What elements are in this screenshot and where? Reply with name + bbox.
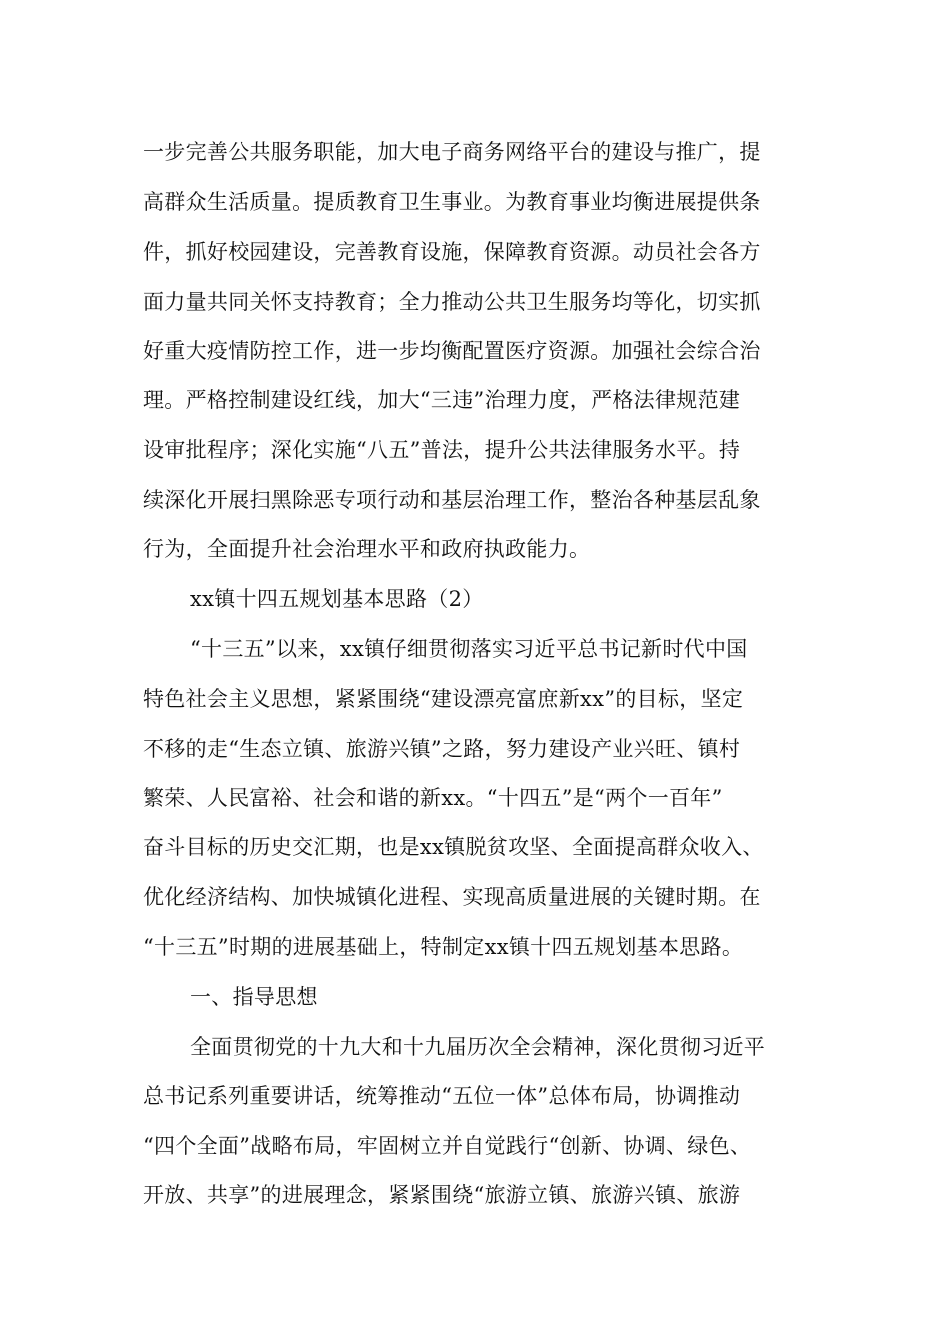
text-line: 总书记系列重要讲话，统筹推动“五位一体”总体布局，协调推动: [143, 1084, 741, 1108]
text-line: 开放、共享”的进展理念，紧紧围绕“旅游立镇、旅游兴镇、旅游: [143, 1183, 741, 1207]
text-line: 高群众生活质量。提质教育卫生事业。为教育事业均衡进展提供条: [143, 190, 761, 214]
text-line: 面力量共同关怀支持教育；全力推动公共卫生服务均等化，切实抓: [143, 290, 761, 314]
text-line: 件，抓好校园建设，完善教育设施，保障教育资源。动员社会各方: [143, 240, 761, 264]
text-line: 不移的走“生态立镇、旅游兴镇”之路，努力建设产业兴旺、镇村: [143, 737, 741, 761]
text-line: 奋斗目标的历史交汇期，也是xx镇脱贫攻坚、全面提高群众收入、: [143, 835, 764, 859]
section-heading: xx镇十四五规划基本思路（2）: [190, 587, 484, 611]
text-line: 一步完善公共服务职能，加大电子商务网络平台的建设与推广，提: [143, 140, 761, 164]
text-line: “十三五”以来，xx镇仔细贯彻落实习近平总书记新时代中国: [190, 637, 748, 661]
section-heading: 一、指导思想: [190, 985, 318, 1009]
text-line: “四个全面”战略布局，牢固树立并自觉践行“创新、协调、绿色、: [143, 1134, 752, 1158]
text-line: 续深化开展扫黑除恶专项行动和基层治理工作，整治各种基层乱象: [143, 488, 761, 512]
text-line: 全面贯彻党的十九大和十九届历次全会精神，深化贯彻习近平: [190, 1035, 766, 1059]
text-line: 行为，全面提升社会治理水平和政府执政能力。: [143, 537, 591, 561]
text-line: 理。严格控制建设红线，加大“三违”治理力度，严格法律规范建: [143, 388, 741, 412]
text-line: 特色社会主义思想，紧紧围绕“建设漂亮富庶新xx”的目标，坚定: [143, 687, 744, 711]
text-line: “十三五”时期的进展基础上，特制定xx镇十四五规划基本思路。: [143, 935, 744, 959]
text-line: 优化经济结构、加快城镇化进程、实现高质量进展的关键时期。在: [143, 885, 761, 909]
text-line: 好重大疫情防控工作，进一步均衡配置医疗资源。加强社会综合治: [143, 339, 761, 363]
text-line: 设审批程序；深化实施“八五”普法，提升公共法律服务水平。持: [143, 438, 741, 462]
text-line: 繁荣、人民富裕、社会和谐的新xx。“十四五”是“两个一百年”: [143, 786, 723, 810]
